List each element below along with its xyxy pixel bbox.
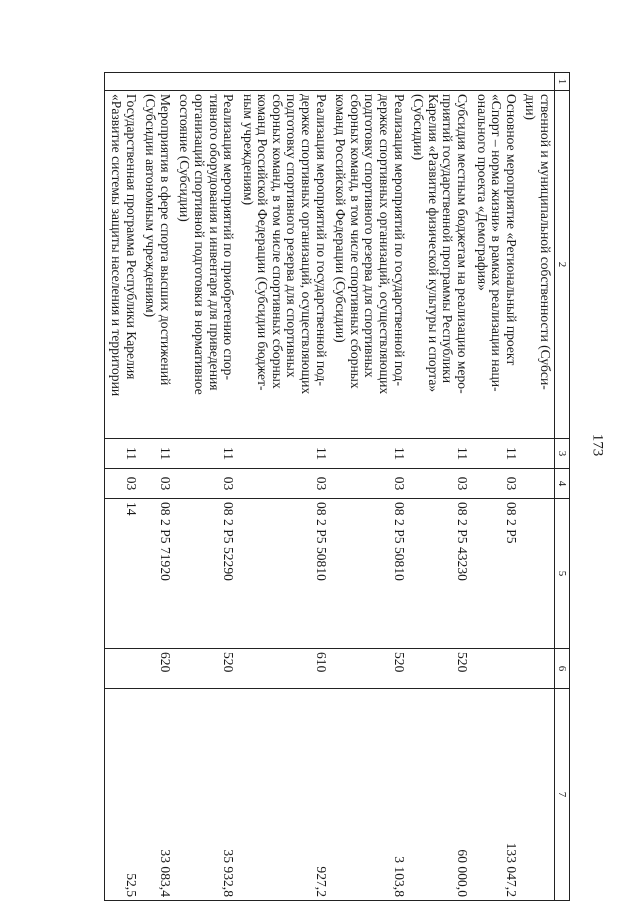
page-number: 173 (589, 433, 606, 457)
amount-value: 3 103,8 (330, 689, 408, 901)
amount-value: 35 932,8 (174, 689, 237, 901)
expense-type-code: 610 (237, 649, 330, 689)
expense-type-code: 520 (174, 649, 237, 689)
subsection-code: 03 (174, 469, 237, 499)
expense-name: Реализация мероприятий по государственной под- держке спортивных организаций, осуществляющих подготовку спортивного резерва для спортивных сборных команд, в том числе спортивных сборных команд Российской Федерации (Субсидии) (330, 91, 408, 439)
amount-value: 927,2 (237, 689, 330, 901)
row-cell-empty (330, 73, 408, 91)
table-row (237, 73, 330, 901)
amount-value: 133 047,2 (471, 689, 520, 901)
section-code: 11 (140, 439, 174, 469)
column-header-1: 1 (555, 73, 570, 91)
section-code: 11 (330, 439, 408, 469)
section-code: 11 (237, 439, 330, 469)
subsection-code: 03 (105, 469, 140, 499)
section-code: 11 (105, 439, 140, 469)
section-code: 11 (471, 439, 520, 469)
amount-value (520, 689, 555, 901)
row-cell-empty (237, 73, 330, 91)
expense-name: Мероприятия в сфере спорта высших достижений (Субсидии автономным учреждениям) (140, 91, 174, 439)
expense-type-code (105, 649, 140, 689)
expense-type-code (471, 649, 520, 689)
column-header-3: 3 (555, 439, 570, 469)
expense-type-code: 620 (140, 649, 174, 689)
subsection-code (520, 469, 555, 499)
table-body (105, 73, 555, 901)
section-code: 11 (408, 439, 471, 469)
table-row (174, 73, 237, 901)
expense-name: Реализация мероприятий по приобретению спор- тивного оборудования и инвентаря для приведения организаций спортивной подготовки в нормативное состояние (Субсидии) (174, 91, 237, 439)
target-article-code (520, 499, 555, 649)
row-cell-empty (520, 73, 555, 91)
column-header-6: 6 (555, 649, 570, 689)
row-cell-empty (105, 73, 140, 91)
column-header-4: 4 (555, 469, 570, 499)
column-number-header (555, 73, 570, 901)
subsection-code: 03 (471, 469, 520, 499)
expense-name: Государственная программа Республики Карелия «Развитие системы защиты населения и территории (105, 91, 140, 439)
column-header-2: 2 (555, 91, 570, 439)
target-article-code: 08 2 P5 50810 (330, 499, 408, 649)
table-row (408, 73, 471, 901)
table-row (140, 73, 174, 901)
subsection-code: 03 (408, 469, 471, 499)
section-code: 11 (174, 439, 237, 469)
subsection-code: 03 (140, 469, 174, 499)
table-row (520, 73, 555, 901)
row-cell-empty (408, 73, 471, 91)
table-row (330, 73, 408, 901)
expense-type-code (520, 649, 555, 689)
column-header-7: 7 (555, 689, 570, 901)
row-cell-empty (471, 73, 520, 91)
target-article-code: 08 2 P5 52290 (174, 499, 237, 649)
amount-value: 33 083,4 (140, 689, 174, 901)
amount-value: 52,5 (105, 689, 140, 901)
row-cell-empty (140, 73, 174, 91)
amount-value: 60 000,0 (408, 689, 471, 901)
expense-type-code: 520 (408, 649, 471, 689)
table-row (471, 73, 520, 901)
budget-table-sheet (50, 72, 570, 900)
expense-name: Реализация мероприятий по государственной под- держке спортивных организаций, осуществляющих подготовку спортивного резерва для спортивных сборных команд, в том числе спортивных сборных команд Российской Федерации (Субсидии бюджет- ным учреждениям) (237, 91, 330, 439)
row-cell-empty (174, 73, 237, 91)
section-code (520, 439, 555, 469)
target-article-code: 08 2 P5 43230 (408, 499, 471, 649)
target-article-code: 14 (105, 499, 140, 649)
subsection-code: 03 (237, 469, 330, 499)
subsection-code: 03 (330, 469, 408, 499)
table-row (105, 73, 140, 901)
expense-name: Основное мероприятие «Региональный проект «Спорт – норма жизни» в рамках реализации наци- онального проекта «Демография» (471, 91, 520, 439)
target-article-code: 08 2 P5 50810 (237, 499, 330, 649)
expense-type-code: 520 (330, 649, 408, 689)
target-article-code: 08 2 P5 71920 (140, 499, 174, 649)
target-article-code: 08 2 P5 (471, 499, 520, 649)
expense-name: ственной и муниципальной собственности (Субси- дии) (520, 91, 555, 439)
column-header-5: 5 (555, 499, 570, 649)
expense-name: Субсидия местным бюджетам на реализацию меро- приятий государственной программы Республики Карелия «Развитие физической культуры и спорта» (Субсидии) (408, 91, 471, 439)
budget-table (104, 72, 570, 901)
